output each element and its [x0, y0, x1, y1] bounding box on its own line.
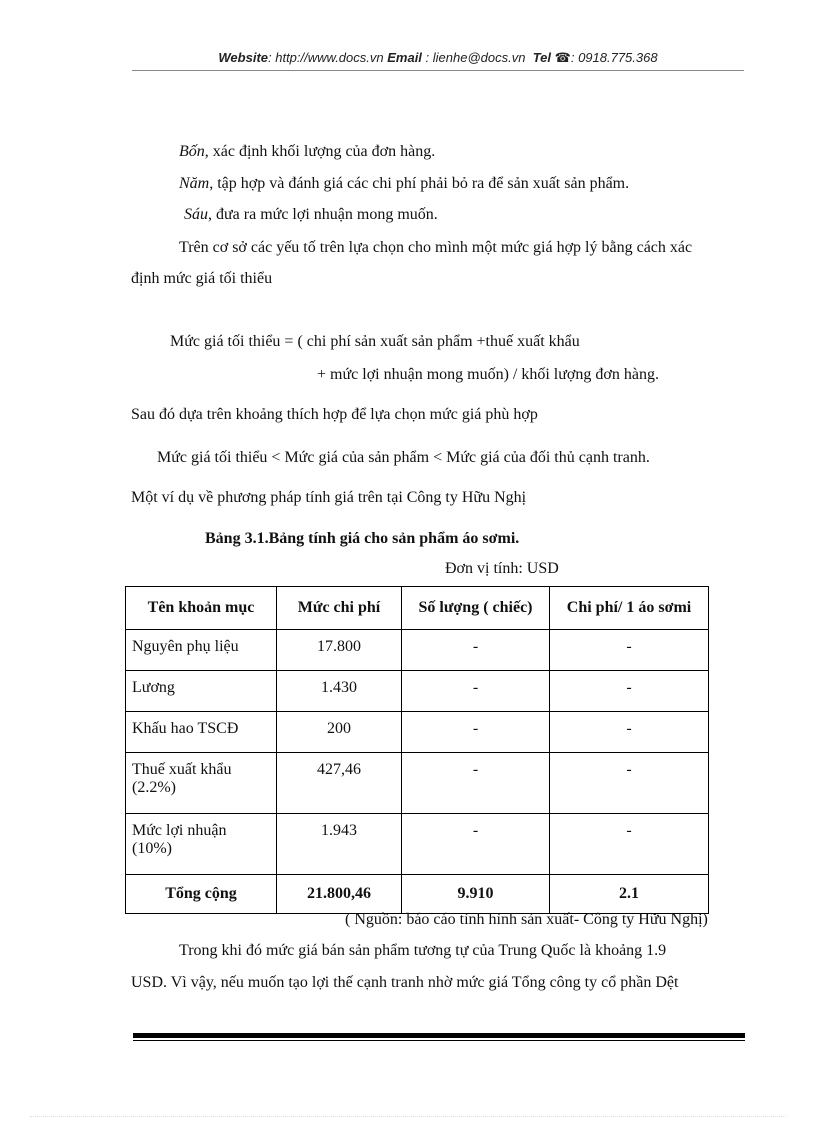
paragraph-intro-line2: định mức giá tối thiểu [131, 270, 273, 287]
website-label: Website [218, 50, 268, 65]
table-cell: - [402, 753, 550, 814]
table-row [126, 671, 709, 712]
table-header-cell: Mức chi phí [277, 587, 402, 630]
paragraph-nam: Năm, tập hợp và đánh giá các chi phí phải bỏ ra để sản xuất sản phẩm. [179, 175, 630, 192]
table-header-cell: Tên khoản mục [126, 587, 277, 630]
table-cell: 200 [277, 712, 402, 753]
paragraph-conclusion-line2: USD. Vì vậy, nếu muốn tạo lợi thế cạnh tranh nhờ mức giá Tổng công ty cổ phần Dệt [131, 974, 679, 991]
page-bottom-border [30, 1116, 786, 1117]
page-header [132, 50, 744, 66]
footer-divider [133, 1033, 745, 1038]
table-cell: Thuế xuất khẩu (2.2%) [126, 753, 277, 814]
email-value: : lienhe@docs.vn [425, 50, 526, 65]
table-caption: Bảng 3.1.Bảng tính giá cho sản phẩm áo sơmi. [205, 530, 520, 547]
paragraph-conclusion-line1: Trong khi đó mức giá bán sản phẩm tương tự của Trung Quốc là khoảng 1.9 [179, 942, 667, 959]
price-table [125, 586, 709, 914]
table-cell: Mức lợi nhuận (10%) [126, 814, 277, 875]
table-cell: - [550, 712, 709, 753]
table-header-cell: Chi phí/ 1 áo sơmi [550, 587, 709, 630]
table-cell: 1.430 [277, 671, 402, 712]
table-cell: Nguyên phụ liệu [126, 630, 277, 671]
paragraph-sau: Sáu, đưa ra mức lợi nhuận mong muốn. [184, 206, 438, 223]
paragraph-intro-line1: Trên cơ sở các yếu tố trên lựa chọn cho mình một mức giá hợp lý bằng cách xác [179, 239, 693, 256]
phone-icon: ☎ [554, 50, 571, 65]
table-cell: - [402, 671, 550, 712]
footer-divider-thin [133, 1040, 745, 1041]
table-cell: Tổng cộng [126, 875, 277, 914]
paragraph-bon: Bốn, xác định khối lượng của đơn hàng. [179, 143, 436, 160]
table-cell: - [550, 814, 709, 875]
table-cell: 9.910 [402, 875, 550, 914]
table-cell: 427,46 [277, 753, 402, 814]
table-cell: - [550, 671, 709, 712]
email-label: Email [387, 50, 422, 65]
tel-label: Tel [532, 50, 552, 65]
table-row [126, 753, 709, 814]
paragraph-example: Một ví dụ về phương pháp tính giá trên tại Công ty Hữu Nghị [131, 489, 527, 506]
table-cell: Lương [126, 671, 277, 712]
table-row [126, 712, 709, 753]
formula-line2: + mức lợi nhuận mong muốn) / khối lượng đơn hàng. [317, 366, 659, 383]
table-cell: Khấu hao TSCĐ [126, 712, 277, 753]
table-cell: - [402, 712, 550, 753]
table-cell: - [402, 630, 550, 671]
table-row [126, 630, 709, 671]
price-inequality: Mức giá tối thiểu < Mức giá của sản phẩm < Mức giá của đối thủ cạnh tranh. [157, 449, 650, 466]
table-header-row [126, 587, 709, 630]
table-cell: - [550, 753, 709, 814]
tel-value: : 0918.775.368 [570, 50, 658, 65]
header-divider [132, 70, 744, 71]
table-row [126, 814, 709, 875]
table-header-cell: Số lượng ( chiếc) [402, 587, 550, 630]
table-source: ( Nguồn: báo cáo tình hình sản xuất- Công ty Hữu Nghị) [345, 911, 708, 928]
table-unit: Đơn vị tính: USD [445, 560, 559, 577]
formula-line1: Mức giá tối thiểu = ( chi phí sản xuất sản phẩm +thuế xuất khẩu [170, 333, 580, 350]
table-cell: - [402, 814, 550, 875]
table-cell: 21.800,46 [277, 875, 402, 914]
website-value: : http://www.docs.vn [268, 50, 384, 65]
table-total-row [126, 875, 709, 914]
paragraph-range: Sau đó dựa trên khoảng thích hợp để lựa chọn mức giá phù hợp [131, 406, 538, 423]
table-cell: 1.943 [277, 814, 402, 875]
table-cell: - [550, 630, 709, 671]
table-cell: 17.800 [277, 630, 402, 671]
table-cell: 2.1 [550, 875, 709, 914]
